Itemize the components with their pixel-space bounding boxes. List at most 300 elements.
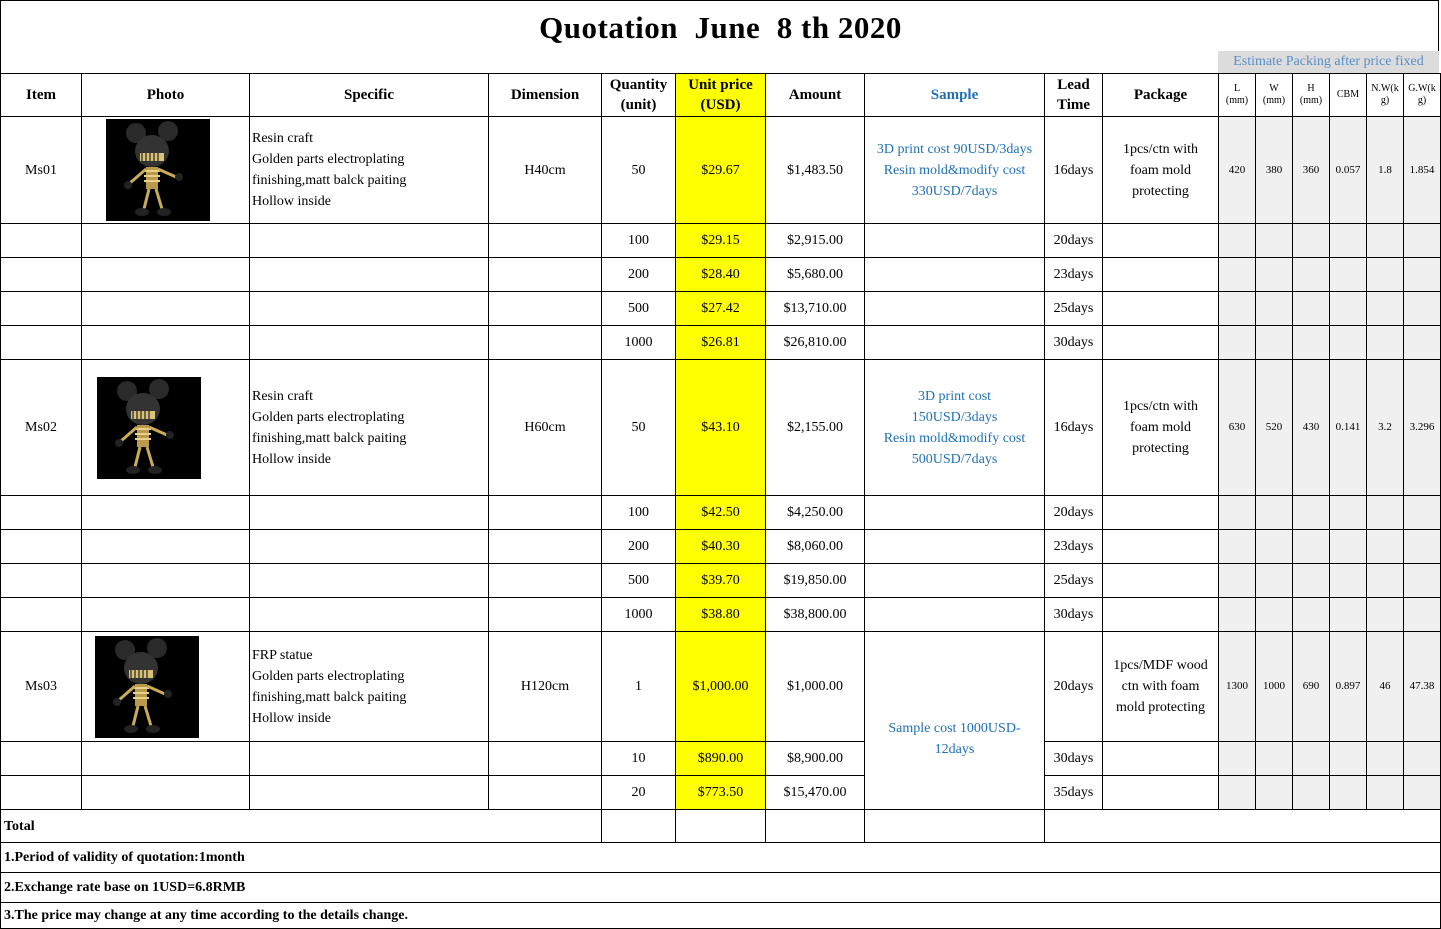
amount-cell: $1,000.00	[766, 632, 865, 742]
note-row	[1, 843, 1441, 873]
package-cell	[1103, 224, 1219, 258]
package-line: 1pcs/ctn with	[1122, 141, 1199, 157]
table-row	[1, 530, 1441, 564]
col-header-specific: Specific	[250, 74, 489, 117]
unit-price-cell: $42.50	[676, 496, 766, 530]
col-header-unit-price-line2: (USD)	[700, 97, 741, 113]
sample-line: 500USD/7days	[911, 451, 998, 467]
photo-cell	[82, 776, 250, 810]
nw-cell	[1367, 598, 1404, 632]
package-cell	[1103, 742, 1219, 776]
gw-cell	[1404, 530, 1441, 564]
w-cell	[1256, 564, 1293, 598]
nw-cell	[1367, 258, 1404, 292]
sample-line: Resin mold&modify cost	[883, 430, 1026, 446]
spec-line: Hollow inside	[252, 451, 331, 467]
l-cell	[1219, 776, 1256, 810]
col-header-nw-line1: N.W(k	[1371, 83, 1399, 94]
cbm-cell: 0.141	[1330, 360, 1367, 496]
gw-cell	[1404, 224, 1441, 258]
estimate-packing-note: Estimate Packing after price fixed	[1218, 51, 1439, 73]
total-amount-cell	[766, 810, 865, 843]
spec-cell	[250, 776, 489, 810]
sample-line: 3D print cost	[917, 388, 992, 404]
col-header-gw-line1: G.W(k	[1408, 83, 1436, 94]
col-header-gw	[1404, 74, 1441, 117]
col-header-amount: Amount	[766, 74, 865, 117]
header-row	[1, 74, 1441, 117]
w-cell: 1000	[1256, 632, 1293, 742]
unit-price-cell: $28.40	[676, 258, 766, 292]
l-cell	[1219, 496, 1256, 530]
note-row	[1, 903, 1441, 929]
amount-cell: $15,470.00	[766, 776, 865, 810]
col-header-unit-price	[676, 74, 766, 117]
l-cell	[1219, 258, 1256, 292]
product-photo	[95, 636, 199, 738]
photo-cell	[82, 360, 250, 496]
col-header-lead-line1: Lead	[1057, 77, 1090, 93]
quantity-cell: 100	[602, 496, 676, 530]
quantity-cell: 1000	[602, 326, 676, 360]
total-quantity-cell	[602, 810, 676, 843]
amount-cell: $2,915.00	[766, 224, 865, 258]
item-cell: Ms03	[1, 632, 82, 742]
spec-cell	[250, 292, 489, 326]
lead-time-cell: 23days	[1045, 258, 1103, 292]
nw-cell: 3.2	[1367, 360, 1404, 496]
photo-cell	[82, 742, 250, 776]
total-unit-price-cell	[676, 810, 766, 843]
h-cell	[1293, 326, 1330, 360]
quantity-cell: 500	[602, 292, 676, 326]
page-title: Quotation June 8 th 2020	[539, 10, 902, 45]
quantity-cell: 100	[602, 224, 676, 258]
dimension-cell	[489, 530, 602, 564]
col-header-item: Item	[1, 74, 82, 117]
gw-cell	[1404, 258, 1441, 292]
sample-cell	[865, 496, 1045, 530]
l-cell	[1219, 292, 1256, 326]
spec-cell	[250, 224, 489, 258]
note-text: 3.The price may change at any time according to the details change.	[1, 903, 1441, 929]
h-cell	[1293, 598, 1330, 632]
spec-cell	[250, 360, 489, 496]
unit-price-cell: $40.30	[676, 530, 766, 564]
sample-cell	[865, 326, 1045, 360]
spec-line: finishing,matt balck paiting	[252, 173, 407, 188]
lead-time-cell: 30days	[1045, 598, 1103, 632]
dimension-cell	[489, 292, 602, 326]
skeleton-mouse-icon	[95, 636, 199, 738]
amount-cell: $8,900.00	[766, 742, 865, 776]
w-cell	[1256, 224, 1293, 258]
amount-cell: $26,810.00	[766, 326, 865, 360]
gw-cell	[1404, 496, 1441, 530]
spec-cell	[250, 598, 489, 632]
gw-cell: 1.854	[1404, 117, 1441, 224]
col-header-sample: Sample	[865, 74, 1045, 117]
spec-line: Resin craft	[252, 131, 314, 146]
package-cell	[1103, 360, 1219, 496]
col-header-w-line2: (mm)	[1262, 95, 1286, 106]
l-cell: 420	[1219, 117, 1256, 224]
dimension-cell	[489, 326, 602, 360]
amount-cell: $1,483.50	[766, 117, 865, 224]
photo-cell	[82, 598, 250, 632]
col-header-w-line1: W	[1269, 83, 1279, 94]
quantity-cell: 20	[602, 776, 676, 810]
col-header-l	[1219, 74, 1256, 117]
spec-line: finishing,matt balck paiting	[252, 689, 407, 705]
col-header-unit-price-line1: Unit price	[688, 77, 753, 93]
quantity-cell: 50	[602, 117, 676, 224]
cbm-cell	[1330, 598, 1367, 632]
cbm-cell	[1330, 530, 1367, 564]
amount-cell: $38,800.00	[766, 598, 865, 632]
note-text: 2.Exchange rate base on 1USD=6.8RMB	[1, 873, 1441, 903]
sample-line: 3D print cost 90USD/3days	[876, 141, 1033, 157]
unit-price-cell: $890.00	[676, 742, 766, 776]
l-cell: 630	[1219, 360, 1256, 496]
gw-cell	[1404, 292, 1441, 326]
table-row	[1, 564, 1441, 598]
table-row	[1, 598, 1441, 632]
col-header-dimension: Dimension	[489, 74, 602, 117]
h-cell: 430	[1293, 360, 1330, 496]
package-cell	[1103, 117, 1219, 224]
item-cell	[1, 530, 82, 564]
spec-line: Golden parts electroplating	[252, 668, 405, 684]
photo-cell	[82, 564, 250, 598]
unit-price-cell: $773.50	[676, 776, 766, 810]
gw-cell	[1404, 598, 1441, 632]
quantity-cell: 200	[602, 530, 676, 564]
note-row	[1, 873, 1441, 903]
photo-cell	[82, 224, 250, 258]
package-line: 1pcs/MDF wood	[1113, 658, 1208, 673]
nw-cell	[1367, 326, 1404, 360]
l-cell	[1219, 530, 1256, 564]
quantity-cell: 200	[602, 258, 676, 292]
gw-cell: 47.38	[1404, 632, 1441, 742]
package-cell	[1103, 258, 1219, 292]
cbm-cell	[1330, 496, 1367, 530]
col-header-lead-line2: Time	[1056, 97, 1091, 113]
dimension-cell	[489, 496, 602, 530]
table-row	[1, 224, 1441, 258]
l-cell	[1219, 224, 1256, 258]
package-cell	[1103, 564, 1219, 598]
item-cell	[1, 326, 82, 360]
cbm-cell	[1330, 564, 1367, 598]
total-row	[1, 810, 1441, 843]
item-cell	[1, 224, 82, 258]
dimension-cell	[489, 776, 602, 810]
table-row	[1, 742, 1441, 776]
lead-time-cell: 20days	[1045, 632, 1103, 742]
package-cell	[1103, 496, 1219, 530]
cbm-cell	[1330, 292, 1367, 326]
lead-time-cell: 25days	[1045, 564, 1103, 598]
total-remainder-cell	[1045, 810, 1441, 843]
table-row	[1, 632, 1441, 742]
dimension-cell	[489, 742, 602, 776]
spec-line: Hollow inside	[252, 710, 331, 726]
quantity-cell: 1	[602, 632, 676, 742]
sample-line: Resin mold&modify cost	[883, 162, 1026, 178]
h-cell	[1293, 564, 1330, 598]
spec-cell	[250, 258, 489, 292]
w-cell	[1256, 326, 1293, 360]
col-header-photo: Photo	[82, 74, 250, 117]
col-header-gw-line2: g)	[1417, 95, 1427, 106]
package-cell	[1103, 530, 1219, 564]
item-cell	[1, 496, 82, 530]
lead-time-cell: 30days	[1045, 326, 1103, 360]
col-header-quantity-line2: (unit)	[620, 97, 657, 113]
lead-time-cell: 16days	[1045, 117, 1103, 224]
package-cell	[1103, 776, 1219, 810]
col-header-quantity-line1: Quantity	[609, 77, 668, 93]
skeleton-mouse-icon	[106, 119, 210, 221]
item-cell: Ms01	[1, 117, 82, 224]
cbm-cell	[1330, 776, 1367, 810]
dimension-cell	[489, 564, 602, 598]
col-header-lead-time	[1045, 74, 1103, 117]
col-header-nw	[1367, 74, 1404, 117]
spec-line: Resin craft	[252, 388, 314, 404]
package-line: protecting	[1132, 183, 1189, 199]
amount-cell: $13,710.00	[766, 292, 865, 326]
spec-cell	[250, 496, 489, 530]
spec-cell	[250, 326, 489, 360]
product-photo	[106, 119, 210, 221]
spec-line: Golden parts electroplating	[252, 409, 405, 425]
lead-time-cell: 20days	[1045, 496, 1103, 530]
cbm-cell	[1330, 258, 1367, 292]
sample-cell	[865, 598, 1045, 632]
quantity-cell: 1000	[602, 598, 676, 632]
note-text: 1.Period of validity of quotation:1month	[1, 843, 1441, 873]
spec-line: FRP statue	[252, 647, 313, 663]
h-cell	[1293, 776, 1330, 810]
cbm-cell: 0.897	[1330, 632, 1367, 742]
dimension-cell: H60cm	[489, 360, 602, 496]
photo-cell	[82, 258, 250, 292]
lead-time-cell: 23days	[1045, 530, 1103, 564]
total-label: Total	[1, 810, 602, 843]
cbm-cell	[1330, 326, 1367, 360]
cbm-cell	[1330, 742, 1367, 776]
photo-cell	[82, 117, 250, 224]
w-cell	[1256, 258, 1293, 292]
sample-cell	[865, 292, 1045, 326]
nw-cell	[1367, 742, 1404, 776]
spec-cell	[250, 742, 489, 776]
package-cell	[1103, 598, 1219, 632]
lead-time-cell: 20days	[1045, 224, 1103, 258]
package-line: foam mold	[1129, 162, 1192, 178]
sample-cell	[865, 258, 1045, 292]
gw-cell	[1404, 326, 1441, 360]
col-header-h	[1293, 74, 1330, 117]
nw-cell: 46	[1367, 632, 1404, 742]
unit-price-cell: $38.80	[676, 598, 766, 632]
dimension-cell: H120cm	[489, 632, 602, 742]
item-cell	[1, 776, 82, 810]
amount-cell: $8,060.00	[766, 530, 865, 564]
spec-line: Golden parts electroplating	[252, 152, 405, 167]
unit-price-cell: $29.67	[676, 117, 766, 224]
spec-line: Hollow inside	[252, 194, 331, 209]
item-cell	[1, 258, 82, 292]
package-line: 1pcs/ctn with	[1122, 399, 1199, 414]
unit-price-cell: $43.10	[676, 360, 766, 496]
amount-cell: $19,850.00	[766, 564, 865, 598]
item-cell	[1, 564, 82, 598]
item-cell	[1, 292, 82, 326]
h-cell	[1293, 742, 1330, 776]
h-cell: 690	[1293, 632, 1330, 742]
w-cell	[1256, 292, 1293, 326]
nw-cell	[1367, 530, 1404, 564]
table-row	[1, 496, 1441, 530]
gw-cell	[1404, 776, 1441, 810]
quotation-table	[0, 73, 1441, 929]
item-cell	[1, 598, 82, 632]
sample-cell	[865, 224, 1045, 258]
package-cell	[1103, 632, 1219, 742]
lead-time-cell: 35days	[1045, 776, 1103, 810]
quantity-cell: 50	[602, 360, 676, 496]
l-cell	[1219, 326, 1256, 360]
w-cell: 380	[1256, 117, 1293, 224]
amount-cell: $5,680.00	[766, 258, 865, 292]
gw-cell	[1404, 564, 1441, 598]
item-cell	[1, 742, 82, 776]
col-header-w	[1256, 74, 1293, 117]
h-cell	[1293, 258, 1330, 292]
package-cell	[1103, 292, 1219, 326]
sample-line: 150USD/3days	[911, 409, 998, 425]
unit-price-cell: $1,000.00	[676, 632, 766, 742]
sample-cell	[865, 360, 1045, 496]
h-cell	[1293, 292, 1330, 326]
spec-cell	[250, 117, 489, 224]
w-cell	[1256, 496, 1293, 530]
quantity-cell: 500	[602, 564, 676, 598]
photo-cell	[82, 530, 250, 564]
package-line: protecting	[1132, 441, 1189, 456]
col-header-h-line1: H	[1307, 83, 1315, 94]
gw-cell: 3.296	[1404, 360, 1441, 496]
sample-line: 330USD/7days	[911, 183, 998, 199]
item-cell: Ms02	[1, 360, 82, 496]
col-header-l-line2: (mm)	[1225, 95, 1249, 106]
package-line: foam mold	[1129, 420, 1192, 435]
nw-cell	[1367, 776, 1404, 810]
h-cell	[1293, 224, 1330, 258]
dimension-cell	[489, 224, 602, 258]
photo-cell	[82, 292, 250, 326]
lead-time-cell: 30days	[1045, 742, 1103, 776]
package-cell	[1103, 326, 1219, 360]
cbm-cell	[1330, 224, 1367, 258]
h-cell: 360	[1293, 117, 1330, 224]
col-header-l-line1: L	[1233, 83, 1241, 94]
table-row	[1, 360, 1441, 496]
package-line: ctn with foam	[1121, 679, 1200, 694]
nw-cell	[1367, 496, 1404, 530]
col-header-package: Package	[1103, 74, 1219, 117]
sample-line: Sample cost 1000USD-	[888, 720, 1021, 736]
h-cell	[1293, 496, 1330, 530]
cbm-cell: 0.057	[1330, 117, 1367, 224]
unit-price-cell: $26.81	[676, 326, 766, 360]
h-cell	[1293, 530, 1330, 564]
spec-cell	[250, 632, 489, 742]
dimension-cell	[489, 598, 602, 632]
table-row	[1, 326, 1441, 360]
table-row	[1, 776, 1441, 810]
table-row	[1, 258, 1441, 292]
table-row	[1, 117, 1441, 224]
lead-time-cell: 16days	[1045, 360, 1103, 496]
dimension-cell	[489, 258, 602, 292]
photo-cell	[82, 496, 250, 530]
w-cell	[1256, 776, 1293, 810]
w-cell: 520	[1256, 360, 1293, 496]
sample-cell	[865, 117, 1045, 224]
dimension-cell: H40cm	[489, 117, 602, 224]
unit-price-cell: $27.42	[676, 292, 766, 326]
total-sample-cell	[865, 810, 1045, 843]
w-cell	[1256, 742, 1293, 776]
col-header-nw-line2: g)	[1380, 95, 1390, 106]
amount-cell: $4,250.00	[766, 496, 865, 530]
nw-cell	[1367, 292, 1404, 326]
gw-cell	[1404, 742, 1441, 776]
photo-cell	[82, 632, 250, 742]
sample-cell	[865, 530, 1045, 564]
lead-time-cell: 25days	[1045, 292, 1103, 326]
sample-cell	[865, 564, 1045, 598]
spec-cell	[250, 564, 489, 598]
spec-line: finishing,matt balck paiting	[252, 430, 407, 446]
nw-cell	[1367, 564, 1404, 598]
nw-cell: 1.8	[1367, 117, 1404, 224]
unit-price-cell: $29.15	[676, 224, 766, 258]
l-cell	[1219, 598, 1256, 632]
nw-cell	[1367, 224, 1404, 258]
package-line: mold protecting	[1115, 700, 1206, 715]
spec-cell	[250, 530, 489, 564]
table-row	[1, 292, 1441, 326]
sample-line: 12days	[934, 741, 975, 757]
w-cell	[1256, 598, 1293, 632]
product-photo	[97, 377, 201, 479]
amount-cell: $2,155.00	[766, 360, 865, 496]
col-header-quantity	[602, 74, 676, 117]
col-header-h-line2: (mm)	[1299, 95, 1323, 106]
skeleton-mouse-icon	[97, 377, 201, 479]
photo-cell	[82, 326, 250, 360]
w-cell	[1256, 530, 1293, 564]
l-cell: 1300	[1219, 632, 1256, 742]
l-cell	[1219, 564, 1256, 598]
sample-cell	[865, 632, 1045, 810]
